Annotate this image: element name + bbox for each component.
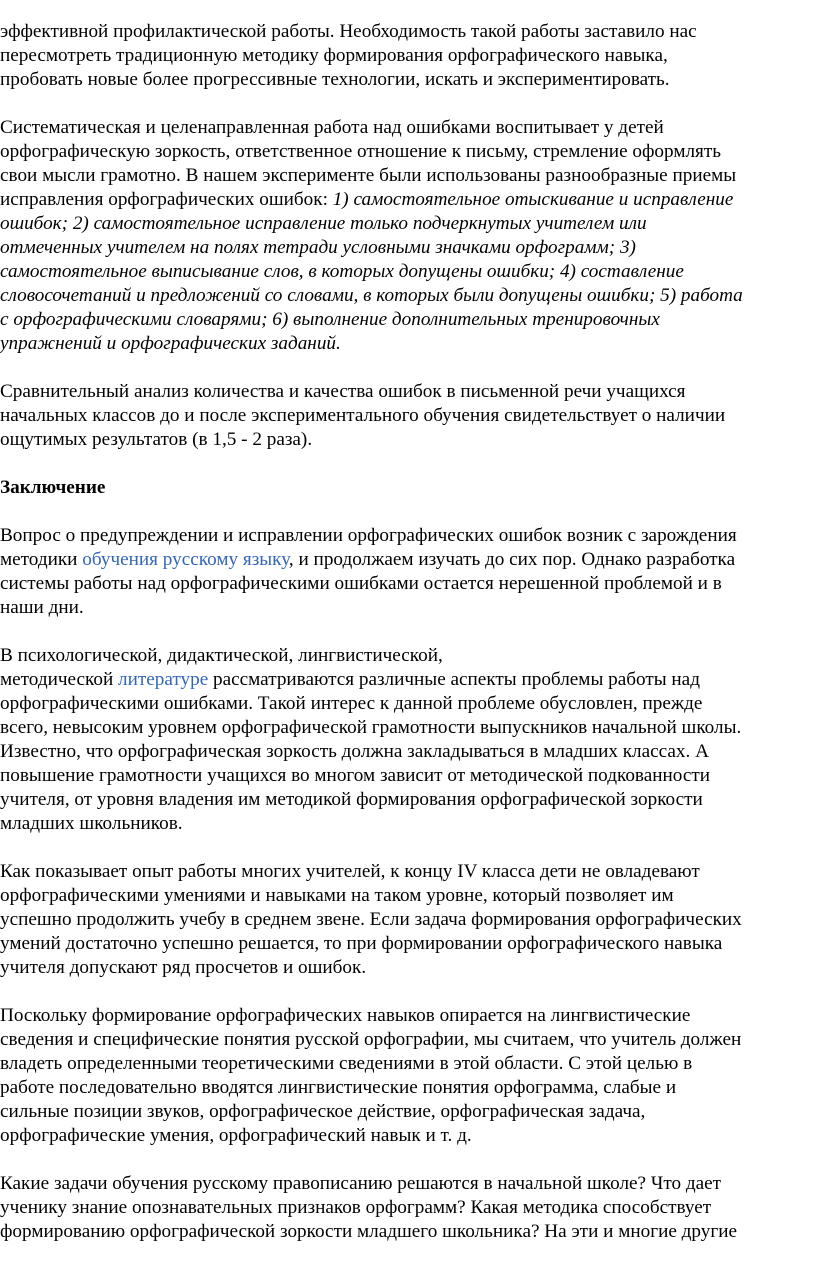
- text-line-italic: самостоятельное выписывание слов, в которых допущены ошибки; 4) составление: [0, 261, 684, 282]
- text-line-italic: отмеченных учителем на полях тетради условными значками орфограмм; 3): [0, 237, 636, 258]
- text-line: [0, 188, 816, 212]
- text-line: сведения и специфические понятия русской орфографии, мы считаем, что учитель должен: [0, 1029, 742, 1050]
- text-line: умений достаточно успешно решается, то при формировании орфографического навыка: [0, 933, 723, 954]
- text-line: Вопрос о предупреждении и исправлении орфографических ошибок возник с зарождения: [0, 525, 737, 546]
- text-line: пробовать новые более прогрессивные технологии, искать и экспериментировать.: [0, 69, 670, 90]
- text-line: Поскольку формирование орфографических навыков опирается на лингвистические: [0, 1005, 691, 1026]
- text-line: ученику знание опознавательных признаков орфограмм? Какая методика способствует: [0, 1197, 712, 1218]
- text-line: формированию орфографической зоркости младшего школьника? На эти и многие другие: [0, 1221, 738, 1242]
- text-line: владеть определенными теоретическими сведениями в этой области. С этой целью в: [0, 1053, 693, 1074]
- text-line: работе последовательно вводятся лингвистические понятия орфограмма, слабые и: [0, 1077, 677, 1098]
- paragraph-systematic-work: [0, 116, 816, 356]
- text-line: ощутимых результатов (в 1,5 - 2 раза).: [0, 429, 313, 450]
- text-line: свои мысли грамотно. В нашем эксперименте были использованы разнообразные приемы: [0, 165, 737, 186]
- text-line: [0, 668, 816, 692]
- text-line: наши дни.: [0, 597, 84, 618]
- text-line: орфографическую зоркость, ответственное отношение к письму, стремление оформлять: [0, 141, 721, 162]
- text-plain: методической: [0, 669, 119, 690]
- text-plain: методики: [0, 549, 83, 570]
- text-line: сильные позиции звуков, орфографическое действие, орфографическая задача,: [0, 1101, 646, 1122]
- text-plain: исправления орфографических ошибок:: [0, 189, 333, 210]
- text-line: всего, невысоким уровнем орфографической грамотности выпускников начальной школы.: [0, 717, 742, 738]
- text-line: Сравнительный анализ количества и качества ошибок в письменной речи учащихся: [0, 381, 686, 402]
- text-line: эффективной профилактической работы. Необходимость такой работы заставило нас: [0, 21, 697, 42]
- text-line: младших школьников.: [0, 813, 183, 834]
- text-line-italic: упражнений и орфографических заданий.: [0, 333, 341, 354]
- text-line: орфографическими ошибками. Такой интерес к данной проблеме обусловлен, прежде: [0, 693, 703, 714]
- link-literature[interactable]: литературе: [118, 669, 209, 690]
- document-page: [0, 20, 816, 1268]
- text-line: повышение грамотности учащихся во многом зависит от методической подкованности: [0, 765, 711, 786]
- paragraph-comparative-analysis: [0, 380, 816, 452]
- paragraph-question-origin: [0, 524, 816, 620]
- text-line: системы работы над орфографическими ошибками остается нерешенной проблемой и в: [0, 573, 722, 594]
- text-line-italic: ошибок; 2) самостоятельное исправление только подчеркнутых учителем или: [0, 213, 647, 234]
- link-russian-language-teaching[interactable]: обучения русскому языку: [82, 549, 289, 570]
- text-line: Систематическая и целенаправленная работа над ошибками воспитывает у детей: [0, 117, 664, 138]
- text-line: успешно продолжить учебу в среднем звене. Если задача формирования орфографических: [0, 909, 742, 930]
- text-line: В психологической, дидактической, лингвистической,: [0, 645, 443, 666]
- text-line-italic: словосочетаний и предложений со словами, в которых были допущены ошибки; 5) работа: [0, 285, 743, 306]
- paragraph-linguistic-concepts: [0, 1004, 816, 1148]
- text-plain: , и продолжаем изучать до сих пор. Однако разработка: [288, 549, 736, 570]
- text-line: учителя, от уровня владения им методикой формирования орфографической зоркости: [0, 789, 703, 810]
- text-plain: рассматриваются различные аспекты проблемы работы над: [208, 669, 700, 690]
- paragraph-teacher-experience: [0, 860, 816, 980]
- text-line: орфографическими умениями и навыками на таком уровне, который позволяет им: [0, 885, 674, 906]
- text-line: [0, 548, 816, 572]
- text-line: Какие задачи обучения русскому правописанию решаются в начальной школе? Что дает: [0, 1173, 722, 1194]
- text-line: Как показывает опыт работы многих учителей, к концу IV класса дети не овладевают: [0, 861, 700, 882]
- text-line: пересмотреть традиционную методику формирования орфографического навыка,: [0, 45, 668, 66]
- text-line: начальных классов до и после экспериментального обучения свидетельствует о наличии: [0, 405, 726, 426]
- paragraph-prevention-work: [0, 20, 816, 92]
- text-line: Известно, что орфографическая зоркость должна закладываться в младших классах. А: [0, 741, 709, 762]
- text-line: орфографические умения, орфографический навык и т. д.: [0, 1125, 472, 1146]
- paragraph-literature-aspects: [0, 644, 816, 836]
- paragraph-questions: [0, 1172, 816, 1244]
- section-heading-conclusion: Заключение: [0, 477, 106, 498]
- text-line-italic: с орфографическими словарями; 6) выполнение дополнительных тренировочных: [0, 309, 660, 330]
- text-line: учителя допускают ряд просчетов и ошибок.: [0, 957, 367, 978]
- text-italic: 1) самостоятельное отыскивание и исправление: [332, 189, 734, 210]
